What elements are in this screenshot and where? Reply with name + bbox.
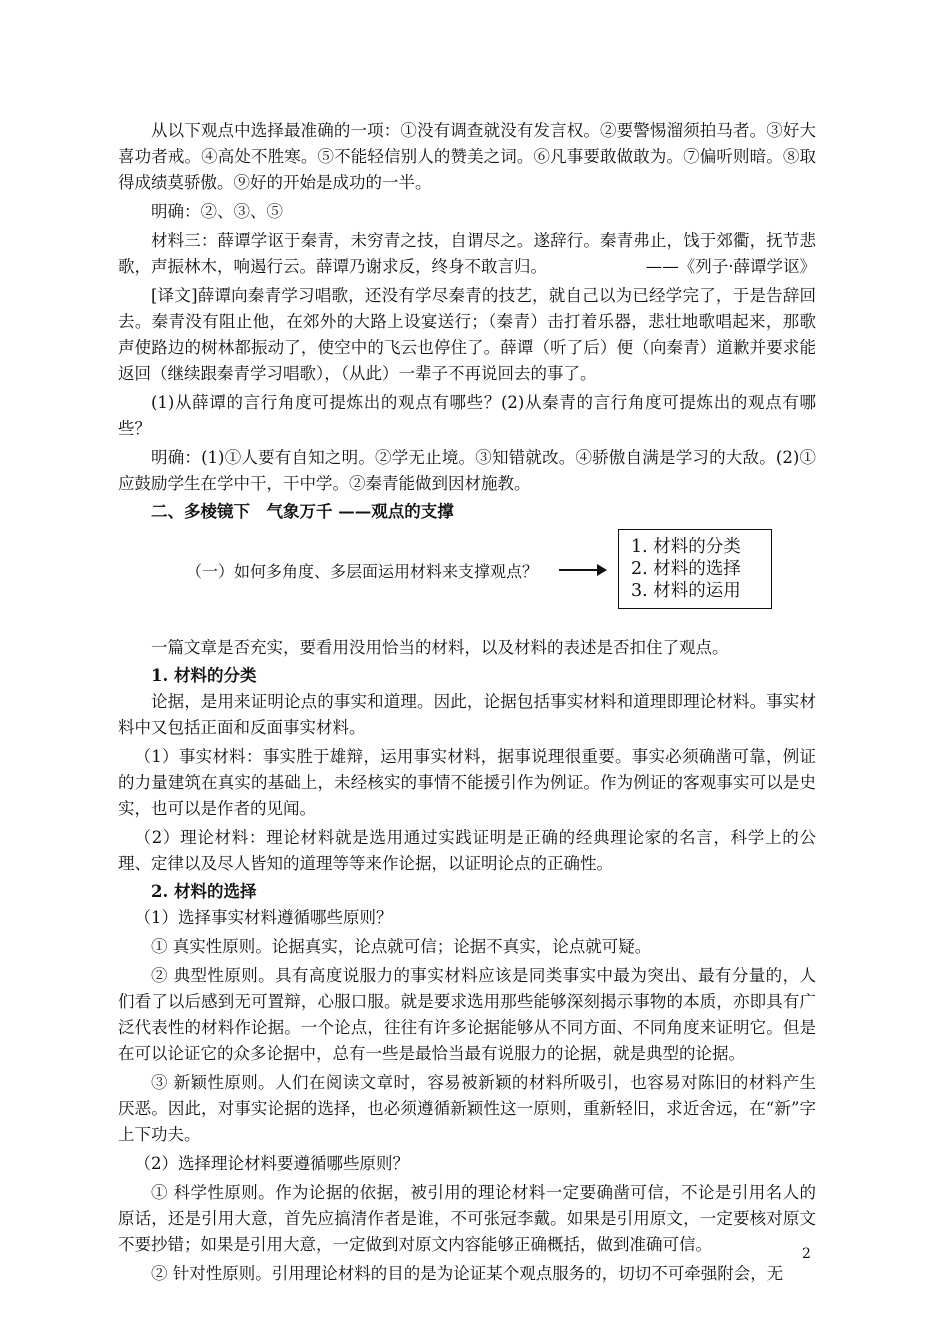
diagram-question: （一）如何多角度、多层面运用材料来支撑观点？ — [186, 562, 539, 581]
diagram-item: 1. 材料的分类 — [631, 537, 741, 557]
heading-material-classification: 1. 材料的分类 — [151, 666, 257, 685]
question-paragraph: 从以下观点中选择最准确的一项：①没有调查就没有发言权。②要警惕溜须拍马者。③好大喜功者戒。④高处不胜寒。⑤不能轻信别人的赞美之词。⑥凡事要敢做敢为。⑦偏听则暗。⑧取得成绩莫骄傲。⑨好的开始是成功的一半。 — [118, 121, 816, 192]
theory-principle-1: ① 科学性原则。作为论据的依据，被引用的理论材料一定要确凿可信，不论是引用名人的原话，还是引用大意，首先应搞清作者是谁，不可张冠李戴。如果是引用原文，一定要核对原文不要抄错；如果是引用大意，一定做到对原文内容能够正确概括，做到准确可信。 — [118, 1183, 816, 1254]
intro-paragraph: 一篇文章是否充实，要看用没用恰当的材料，以及材料的表述是否扣住了观点。 — [151, 638, 729, 657]
fact-principle-2: ② 典型性原则。具有高度说服力的事实材料应该是同类事实中最为突出、最有分量的，人们看了以后感到无可置辩，心服口服。就是要求选用那些能够深刻揭示事物的本质，亦即具有广泛代表性的材料作论据。一个论点，往往有许多论据能够从不同方面、不同角度来证明它。但是在可以论证它的众多论据中，总有一些是最恰当最有说服力的论据，就是典型的论据。 — [118, 966, 816, 1063]
page-number: 2 — [802, 1246, 811, 1262]
heading-material-selection: 2. 材料的选择 — [151, 882, 257, 901]
lunju-paragraph: 论据，是用来证明论点的事实和道理。因此，论据包括事实材料和道理即理论材料。事实材料中又包括正面和反面事实材料。 — [118, 692, 816, 737]
theory-material-paragraph: （2）理论材料：理论材料就是选用通过实践证明是正确的经典理论家的名言，科学上的公理、定律以及尽人皆知的道理等等来作论据，以证明论点的正确性。 — [118, 828, 816, 873]
diagram-item: 3. 材料的运用 — [631, 581, 741, 601]
material-three — [118, 228, 816, 280]
theory-principle-2: ② 针对性原则。引用理论材料的目的是为论证某个观点服务的，切切不可牵强附会，无 — [151, 1264, 784, 1283]
answer-two-paragraph: 明确：(1)①人要有自知之明。②学无止境。③知错就改。④骄傲自满是学习的大敌。(2)①应鼓励学生在学中干，干中学。②秦青能做到因材施教。 — [118, 448, 816, 493]
theory-principles-question: （2）选择理论材料要遵循哪些原则？ — [134, 1154, 409, 1173]
arrow-head-icon — [597, 564, 607, 576]
document-page — [118, 118, 816, 1287]
material-three-source: ——《列子·薛谭学讴》 — [645, 257, 816, 276]
diagram-item: 2. 材料的选择 — [631, 559, 741, 579]
diagram-box — [618, 529, 772, 609]
material-three-text: 材料三：薛谭学讴于秦青，未穷青之技，自谓尽之。遂辞行。秦青弗止，饯于郊衢，抚节悲歌，声振林木，响遏行云。薛谭乃谢求反，终身不敢言归。 — [118, 231, 816, 276]
fact-material-paragraph: （1）事实材料：事实胜于雄辩，运用事实材料，据事说理很重要。事实必须确凿可靠，例证的力量建筑在真实的基础上，未经核实的事情不能援引作为例证。作为例证的客观事实可以是史实，也可以是作者的见闻。 — [118, 747, 816, 818]
fact-principles-question: （1）选择事实材料遵循哪些原则？ — [134, 908, 393, 927]
question-two-paragraph: (1)从薛谭的言行角度可提炼出的观点有哪些？(2)从秦青的言行角度可提炼出的观点有哪些？ — [118, 393, 816, 438]
answer-paragraph: 明确：②、③、⑤ — [151, 202, 283, 221]
support-diagram — [118, 529, 816, 635]
fact-principle-1: ① 真实性原则。论据真实，论点就可信；论据不真实，论点就可疑。 — [151, 937, 652, 956]
translation-paragraph: [译文]薛谭向秦青学习唱歌，还没有学尽秦青的技艺，就自己以为已经学完了，于是告辞回去。秦青没有阻止他，在郊外的大路上设宴送行；（秦青）击打着乐器，悲壮地歌唱起来，那歌声使路边的树林都振动了，使空中的飞云也停住了。薛谭（听了后）便（向秦青）道歉并要求能返回（继续跟秦青学习唱歌），（从此）一辈子不再说回去的事了。 — [118, 286, 816, 383]
fact-principle-3: ③ 新颖性原则。人们在阅读文章时，容易被新颖的材料所吸引，也容易对陈旧的材料产生厌恶。因此，对事实论据的选择，也必须遵循新颖性这一原则，重新轻旧，求近舍远，在“新”字上下功夫。 — [118, 1073, 816, 1144]
section-two-heading: 二、多棱镜下 气象万千 ——观点的支撑 — [151, 502, 454, 521]
